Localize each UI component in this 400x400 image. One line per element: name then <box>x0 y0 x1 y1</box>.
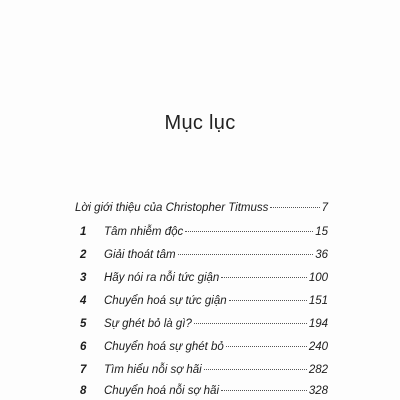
chapter-number: 3 <box>80 272 87 284</box>
chapter-number: 5 <box>80 318 87 330</box>
toc-label: Chuyển hoá sự tức giận <box>104 295 227 307</box>
toc-label: Sự ghét bỏ là gì? <box>104 318 192 330</box>
toc-page-number: 240 <box>308 341 328 353</box>
chapter-number: 2 <box>80 249 87 261</box>
toc-entry <box>104 226 328 238</box>
toc-entry <box>104 341 328 353</box>
toc-page-number: 7 <box>321 202 328 214</box>
toc-page-number: 328 <box>308 385 328 397</box>
toc-row <box>0 249 400 265</box>
toc-row <box>0 272 400 288</box>
toc-leader-dots <box>229 300 307 301</box>
toc-page-number: 15 <box>315 226 328 238</box>
toc-row <box>0 226 400 242</box>
toc-row <box>0 295 400 311</box>
page-title: Mục lục <box>164 112 236 134</box>
toc-entry <box>104 249 328 261</box>
toc-entry <box>104 318 328 330</box>
toc-leader-dots <box>194 323 307 324</box>
toc-label: Hãy nói ra nỗi tức giận <box>104 272 220 284</box>
toc-row <box>0 318 400 334</box>
toc-page-number: 282 <box>308 364 328 376</box>
toc-page-number: 36 <box>315 249 328 261</box>
toc-entry <box>104 295 328 307</box>
toc-leader-dots <box>185 231 313 232</box>
toc-row <box>0 364 400 380</box>
toc-entry <box>104 364 328 376</box>
toc-leader-dots <box>178 254 314 255</box>
toc-label: Giải thoát tâm <box>104 249 176 261</box>
chapter-number: 6 <box>80 341 87 353</box>
toc-entry <box>104 385 328 397</box>
toc-page-number: 100 <box>308 272 328 284</box>
toc-label: Lời giới thiệu của Christopher Titmuss <box>75 202 269 214</box>
toc-entry <box>75 202 328 214</box>
toc-label: Tâm nhiễm độc <box>104 226 184 238</box>
toc-leader-dots <box>226 346 307 347</box>
toc-row <box>0 385 400 400</box>
toc-page-number: 151 <box>308 295 328 307</box>
toc-row <box>0 341 400 357</box>
chapter-number: 8 <box>80 385 87 397</box>
chapter-number: 1 <box>80 226 87 238</box>
toc-leader-dots <box>221 277 306 278</box>
toc-page-number: 194 <box>308 318 328 330</box>
toc-intro-row <box>0 202 400 218</box>
toc-label: Tìm hiểu nỗi sợ hãi <box>104 364 202 376</box>
toc-entry <box>104 272 328 284</box>
toc-label: Chuyển hoá nỗi sợ hãi <box>104 385 219 397</box>
toc-leader-dots <box>204 369 307 370</box>
toc-leader-dots <box>221 390 307 391</box>
chapter-number: 4 <box>80 295 87 307</box>
chapter-number: 7 <box>80 364 87 376</box>
toc-label: Chuyển hoá sự ghét bỏ <box>104 341 224 353</box>
toc-leader-dots <box>270 207 319 208</box>
